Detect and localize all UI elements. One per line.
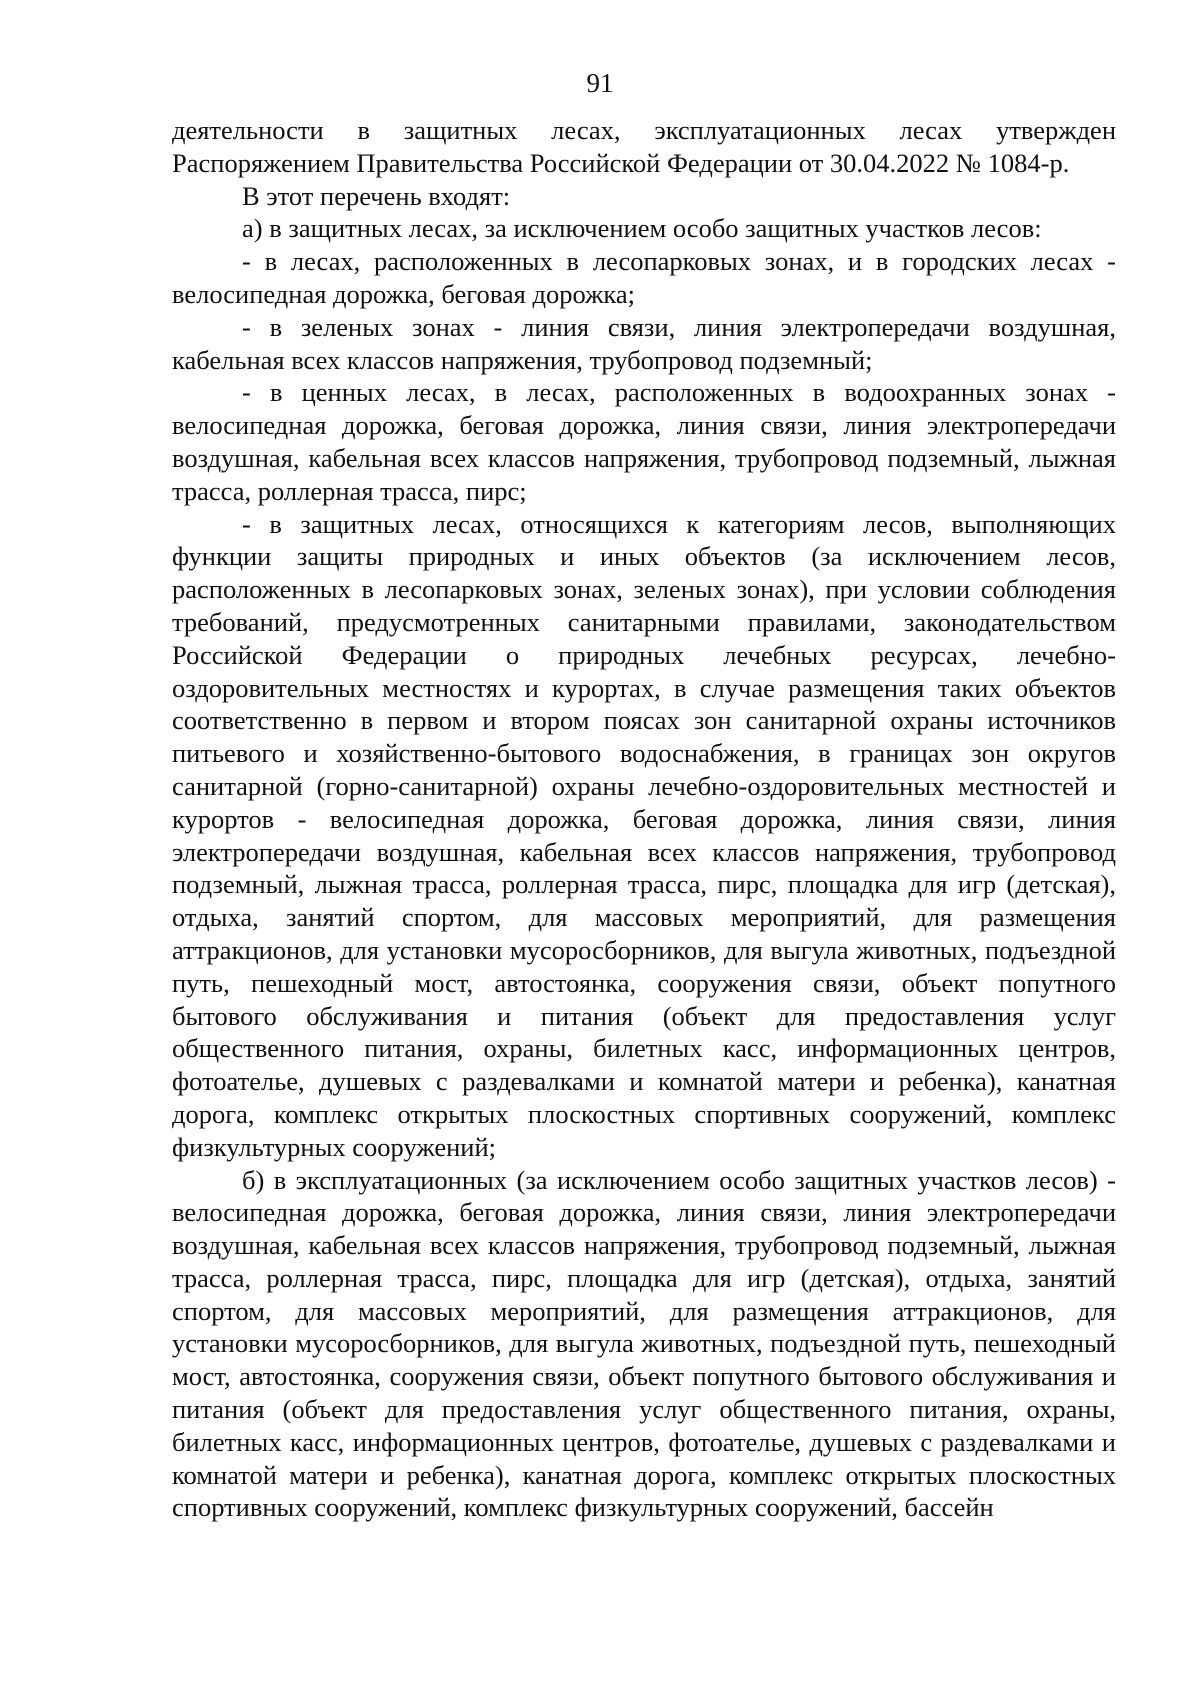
paragraph-3: а) в защитных лесах, за исключением особо защитных участков лесов:	[242, 213, 1042, 244]
paragraph-8: б) в эксплуатационных (за исключением особо защитных участков лесов) - велосипедная дорожка, беговая дорожка, линия связи, линия электропередачи воздушная, кабельная всех классов напряжения, трубопровод подземный, лыжная трасса, роллерная трасса, пирс, площадка для игр (детская), отдыха, занятий спортом, для массовых мероприятий, для размещения аттракционов, для установки мусоросборников, для выгула животных, подъездной путь, пешеходный мост, автостоянка, сооружения связи, объект попутного бытового обслуживания и питания (объект для предоставления услуг общественного питания, охраны, билетных касс, информационных центров, фотоателье, душевых с раздевалками и комнатой матери и ребенка), канатная дорога, комплекс открытых плоскостных спортивных сооружений, комплекс физкультурных сооружений, бассейн	[172, 1164, 1116, 1523]
paragraph-6: - в ценных лесах, в лесах, расположенных в водоохранных зонах - велосипедная дорожка, беговая дорожка, линия связи, линия электропередачи воздушная, кабельная всех классов напряжения, трубопровод подземный, лыжная трасса, роллерная трасса, пирс;	[172, 377, 1116, 506]
paragraph-4: - в лесах, расположенных в лесопарковых зонах, и в городских лесах - велосипедная дорожка, беговая дорожка;	[172, 246, 1116, 309]
paragraph-2: В этот перечень входят:	[242, 180, 511, 211]
paragraph-7: - в защитных лесах, относящихся к категориям лесов, выполняющих функции защиты природных и иных объектов (за исключением лесов, расположенных в лесопарковых зонах, зеленых зонах), при условии соблюдения требований, предусмотренных санитарными правилами, законодательством Российской Федерации о природных лечебных ресурсах, лечебно-оздоровительных местностях и курортах, в случае размещения таких объектов соответственно в первом и втором поясах зон санитарной охраны источников питьевого и хозяйственно-бытового водоснабжения, в границах зон округов санитарной (горно-санитарной) охраны лечебно-оздоровительных местностей и курортов - велосипедная дорожка, беговая дорожка, линия связи, линия электропередачи воздушная, кабельная всех классов напряжения, трубопровод подземный, лыжная трасса, роллерная трасса, пирс, площадка для игр (детская), отдыха, занятий спортом, для массовых мероприятий, для размещения аттракционов, для установки мусоросборников, для выгула животных, подъездной путь, пешеходный мост, автостоянка, сооружения связи, объект попутного бытового обслуживания и питания (объект для предоставления услуг общественного питания, охраны, билетных касс, информационных центров, фотоателье, душевых с раздевалками и комнатой матери и ребенка), канатная дорога, комплекс открытых плоскостных спортивных сооружений, комплекс физкультурных сооружений;	[172, 508, 1116, 1162]
paragraph-5: - в зеленых зонах - линия связи, линия электропередачи воздушная, кабельная всех классов напряжения, трубопровод подземный;	[172, 311, 1116, 375]
paragraph-1: деятельности в защитных лесах, эксплуатационных лесах утвержден Распоряжением Правительства Российской Федерации от 30.04.2022 № 1084-р.	[172, 115, 1116, 178]
page-number: 91	[586, 68, 614, 98]
document-body	[172, 114, 1116, 1524]
